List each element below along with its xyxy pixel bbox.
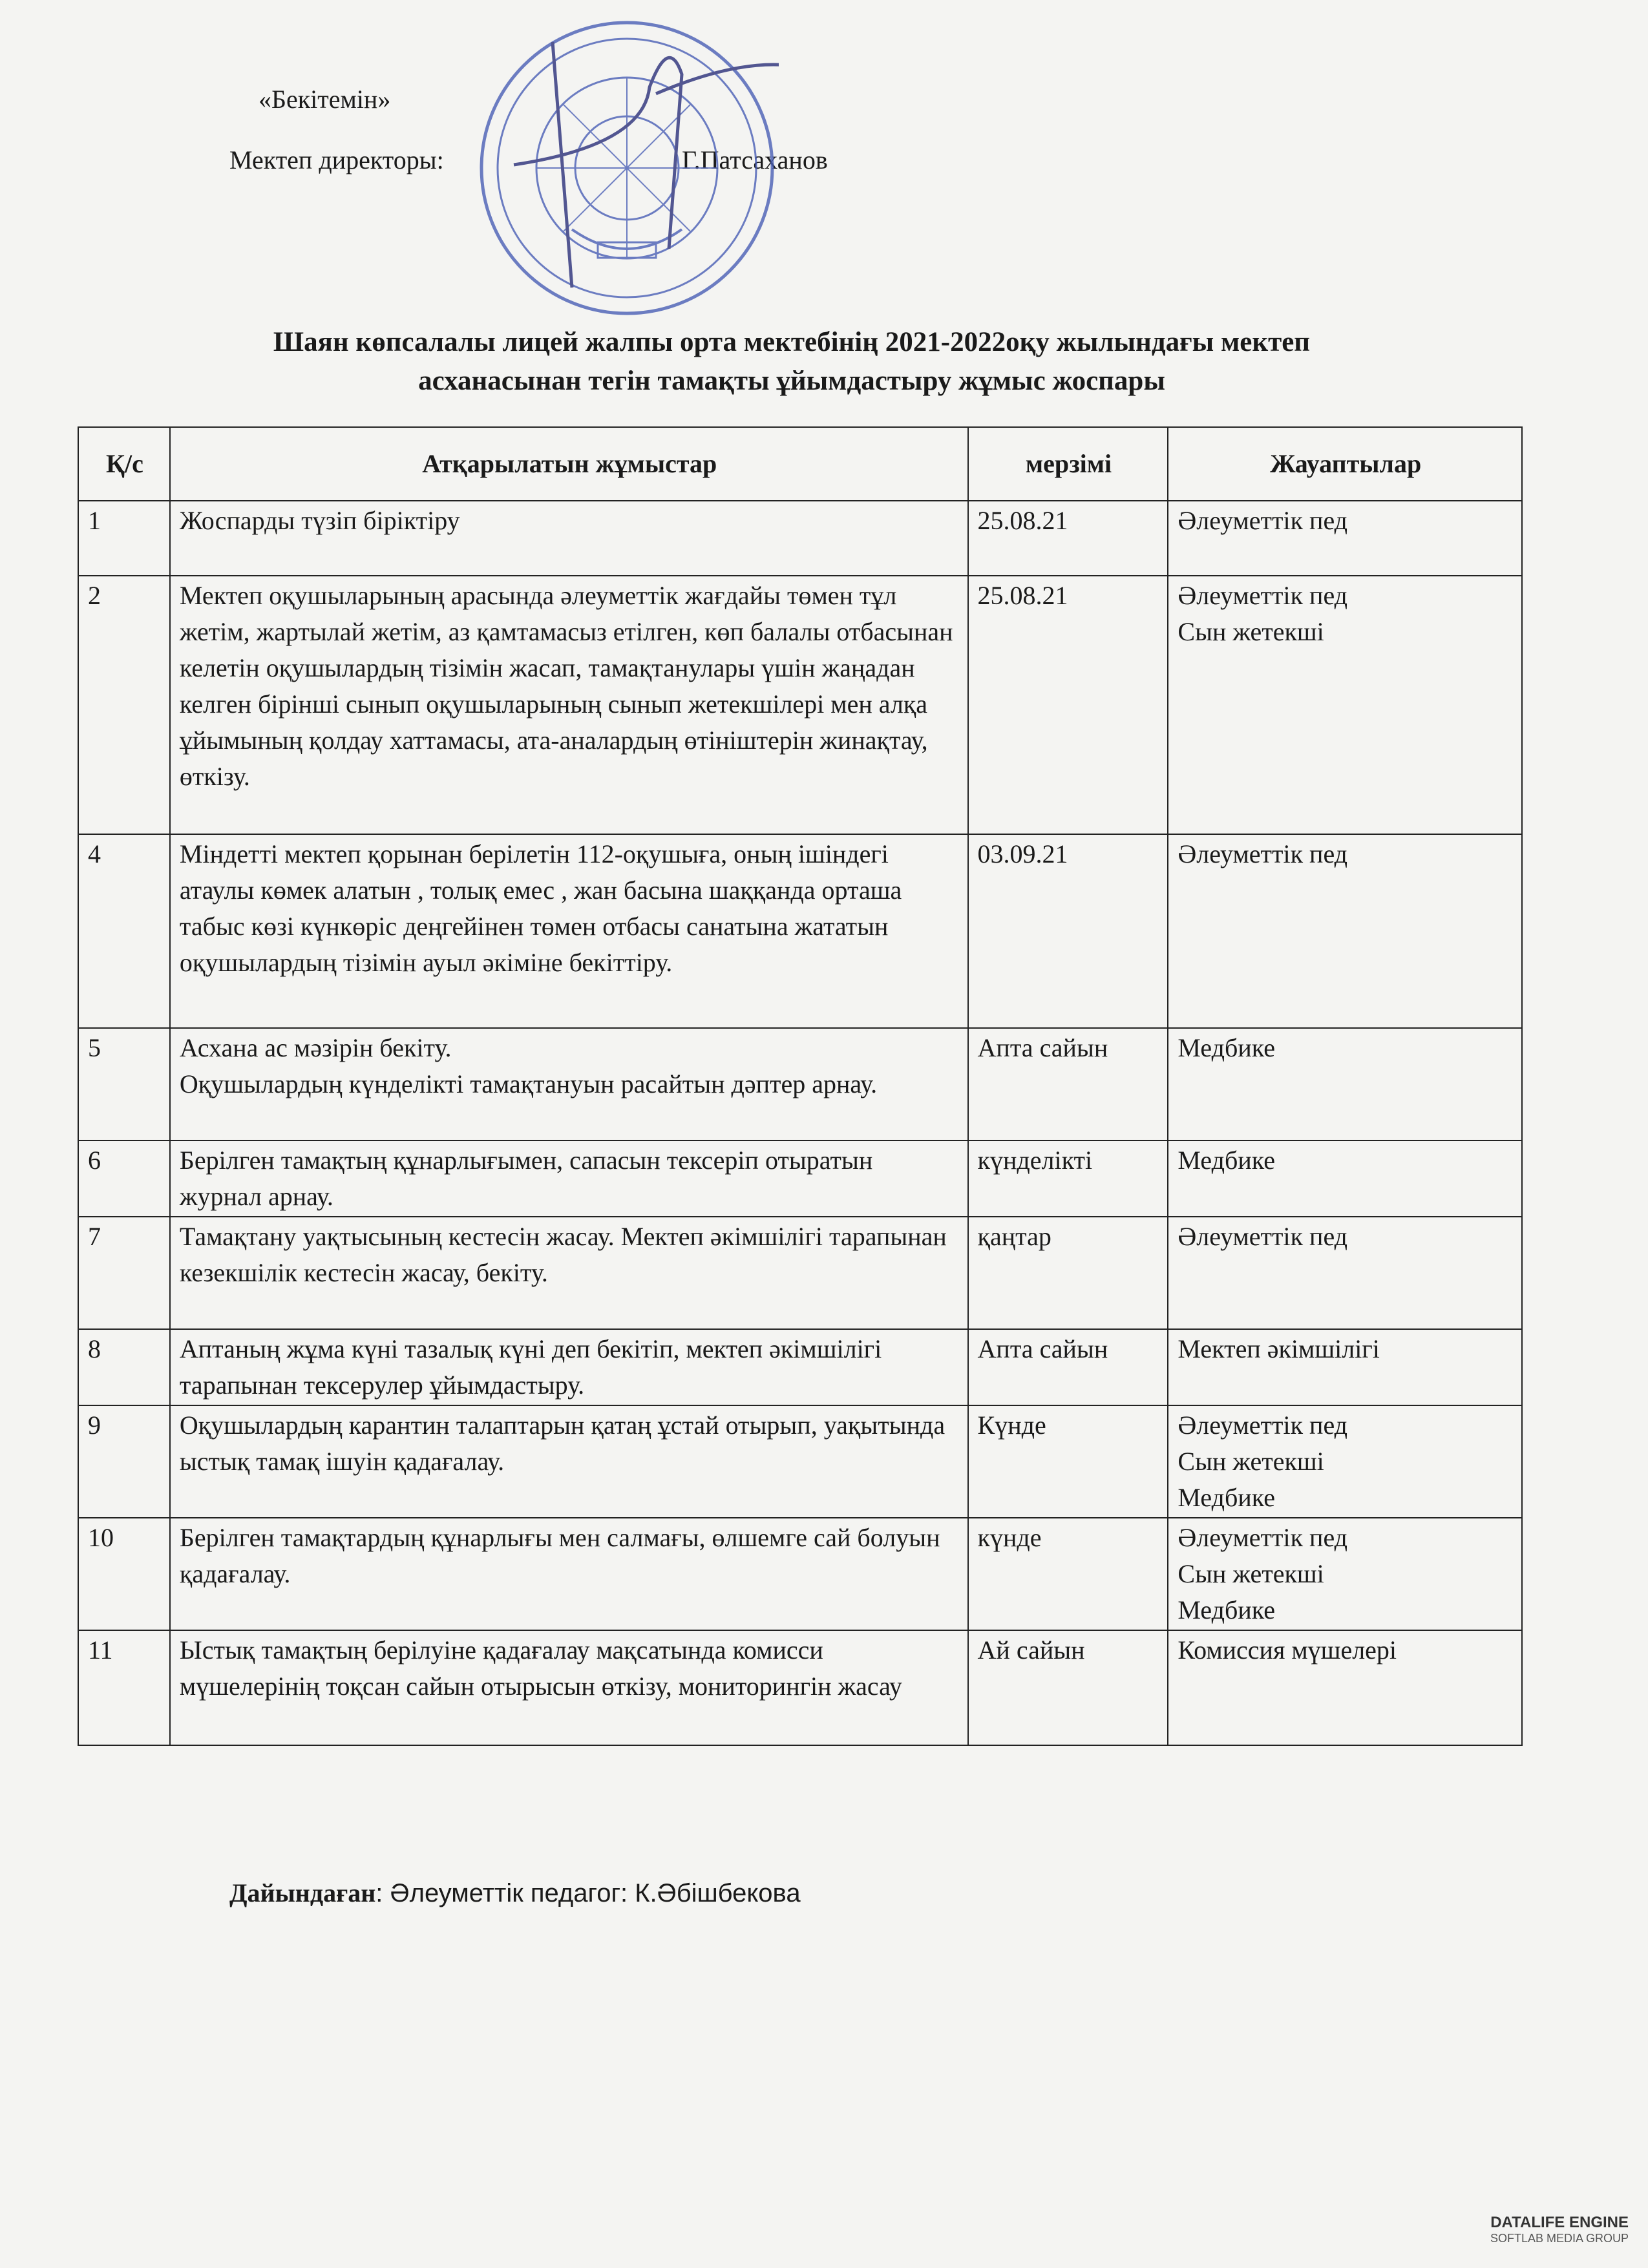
table-header-row xyxy=(78,427,1522,501)
row-resp: Медбике xyxy=(1168,1028,1522,1140)
row-num: 6 xyxy=(78,1140,170,1217)
table-row xyxy=(78,501,1522,576)
school-stamp-icon xyxy=(475,16,779,320)
table-row xyxy=(78,1217,1522,1329)
row-date: 25.08.21 xyxy=(968,576,1168,834)
row-resp: Әлеуметтік пед Сын жетекші Медбике xyxy=(1168,1405,1522,1518)
row-resp: Әлеуметтік пед xyxy=(1168,1217,1522,1329)
row-num: 7 xyxy=(78,1217,170,1329)
row-work: Жоспарды түзіп біріктіру xyxy=(170,501,968,576)
row-num: 5 xyxy=(78,1028,170,1140)
prepared-by xyxy=(229,1878,801,1908)
row-work: Берілген тамақтардың құнарлығы мен салмағы, өлшемге сай болуын қадағалау. xyxy=(170,1518,968,1630)
row-work: Тамақтану уақтысының кестесін жасау. Мектеп әкімшілігі тарапынан кезекшілік кестесін жасау, бекіту. xyxy=(170,1217,968,1329)
director-label: Мектеп директоры: xyxy=(229,145,444,174)
table-row xyxy=(78,1028,1522,1140)
row-resp: Әлеуметтік пед Сын жетекші Медбике xyxy=(1168,1518,1522,1630)
header-resp: Жауаптылар xyxy=(1168,427,1522,501)
row-resp: Медбике xyxy=(1168,1140,1522,1217)
watermark-line-1: DATALIFE ENGINE xyxy=(1490,2214,1629,2231)
title-line-2: асханасынан тегін тамақты ұйымдастыру жұмыс жоспары xyxy=(418,366,1165,396)
header-num: Қ/с xyxy=(78,427,170,501)
approval-label: «Бекітемін» xyxy=(259,85,391,114)
table-row xyxy=(78,834,1522,1028)
watermark xyxy=(1490,2214,1629,2245)
row-work: Мектеп оқушыларының арасында әлеуметтік жағдайы төмен тұл жетім, жартылай жетім, аз қамтамасыз етілген, көп балалы отбасынан келетін оқушылардың тізімін жасап, тамақтанулары үшін жаңадан келген бірінші сынып оқушыларының сынып жетекшілері мен алқа ұйымының қолдау хаттамасы, ата-аналардың өтініштерін жинақтау, өткізу. xyxy=(170,576,968,834)
row-num: 1 xyxy=(78,501,170,576)
row-date: Апта сайын xyxy=(968,1028,1168,1140)
watermark-line-2: SOFTLAB MEDIA GROUP xyxy=(1490,2232,1629,2245)
row-num: 8 xyxy=(78,1329,170,1405)
director-line xyxy=(229,145,828,175)
row-date: Күнде xyxy=(968,1405,1168,1518)
row-work: Аптаның жұма күні тазалық күні деп бекітіп, мектеп әкімшілігі тарапынан тексерулер ұйымдастыру. xyxy=(170,1329,968,1405)
row-num: 4 xyxy=(78,834,170,1028)
row-work: Міндетті мектеп қорынан берілетін 112-оқушыға, оның ішіндегі атаулы көмек алатын , толық емес , жан басына шаққанда орташа табыс көзі күнкөріс деңгейінен төмен отбасы санатына жататын оқушылардың тізімін ауыл әкіміне бекіттіру. xyxy=(170,834,968,1028)
row-num: 9 xyxy=(78,1405,170,1518)
table-row xyxy=(78,1329,1522,1405)
row-resp: Әлеуметтік пед xyxy=(1168,834,1522,1028)
row-date: күнделікті xyxy=(968,1140,1168,1217)
row-resp: Әлеуметтік пед xyxy=(1168,501,1522,576)
row-num: 2 xyxy=(78,576,170,834)
row-resp: Мектеп әкімшілігі xyxy=(1168,1329,1522,1405)
header-work: Атқарылатын жұмыстар xyxy=(170,427,968,501)
row-resp: Комиссия мүшелері xyxy=(1168,1630,1522,1745)
row-num: 11 xyxy=(78,1630,170,1745)
header-date: мерзімі xyxy=(968,427,1168,501)
row-date: 25.08.21 xyxy=(968,501,1168,576)
row-date: қаңтар xyxy=(968,1217,1168,1329)
row-resp: Әлеуметтік пед Сын жетекші xyxy=(1168,576,1522,834)
row-date: 03.09.21 xyxy=(968,834,1168,1028)
document-title xyxy=(162,323,1422,401)
director-name: Г.Патсаханов xyxy=(682,145,828,174)
row-date: Апта сайын xyxy=(968,1329,1168,1405)
plan-table xyxy=(78,426,1523,1746)
table-row xyxy=(78,1140,1522,1217)
row-work: Оқушылардың карантин талаптарын қатаң ұстай отырып, уақытында ыстық тамақ ішуін қадағалау. xyxy=(170,1405,968,1518)
row-num: 10 xyxy=(78,1518,170,1630)
row-work: Берілген тамақтың құнарлығымен, сапасын тексеріп отыратын журнал арнау. xyxy=(170,1140,968,1217)
prepared-by-label: Дайындаған xyxy=(229,1878,376,1907)
table-row xyxy=(78,1405,1522,1518)
table-row xyxy=(78,1630,1522,1745)
prepared-by-text: : Әлеуметтік педагог: К.Әбішбекова xyxy=(375,1879,801,1907)
title-line-1: Шаян көпсалалы лицей жалпы орта мектебінің 2021-2022оқу жылындағы мектеп xyxy=(273,327,1311,357)
row-date: Ай сайын xyxy=(968,1630,1168,1745)
table-row xyxy=(78,576,1522,834)
row-date: күнде xyxy=(968,1518,1168,1630)
row-work: Ыстық тамақтың берілуіне қадағалау мақсатында комисси мүшелерінің тоқсан сайын отырысын өткізу, мониторингін жасау xyxy=(170,1630,968,1745)
table-row xyxy=(78,1518,1522,1630)
row-work: Асхана ас мәзірін бекіту. Оқушылардың күнделікті тамақтануын расайтын дәптер арнау. xyxy=(170,1028,968,1140)
